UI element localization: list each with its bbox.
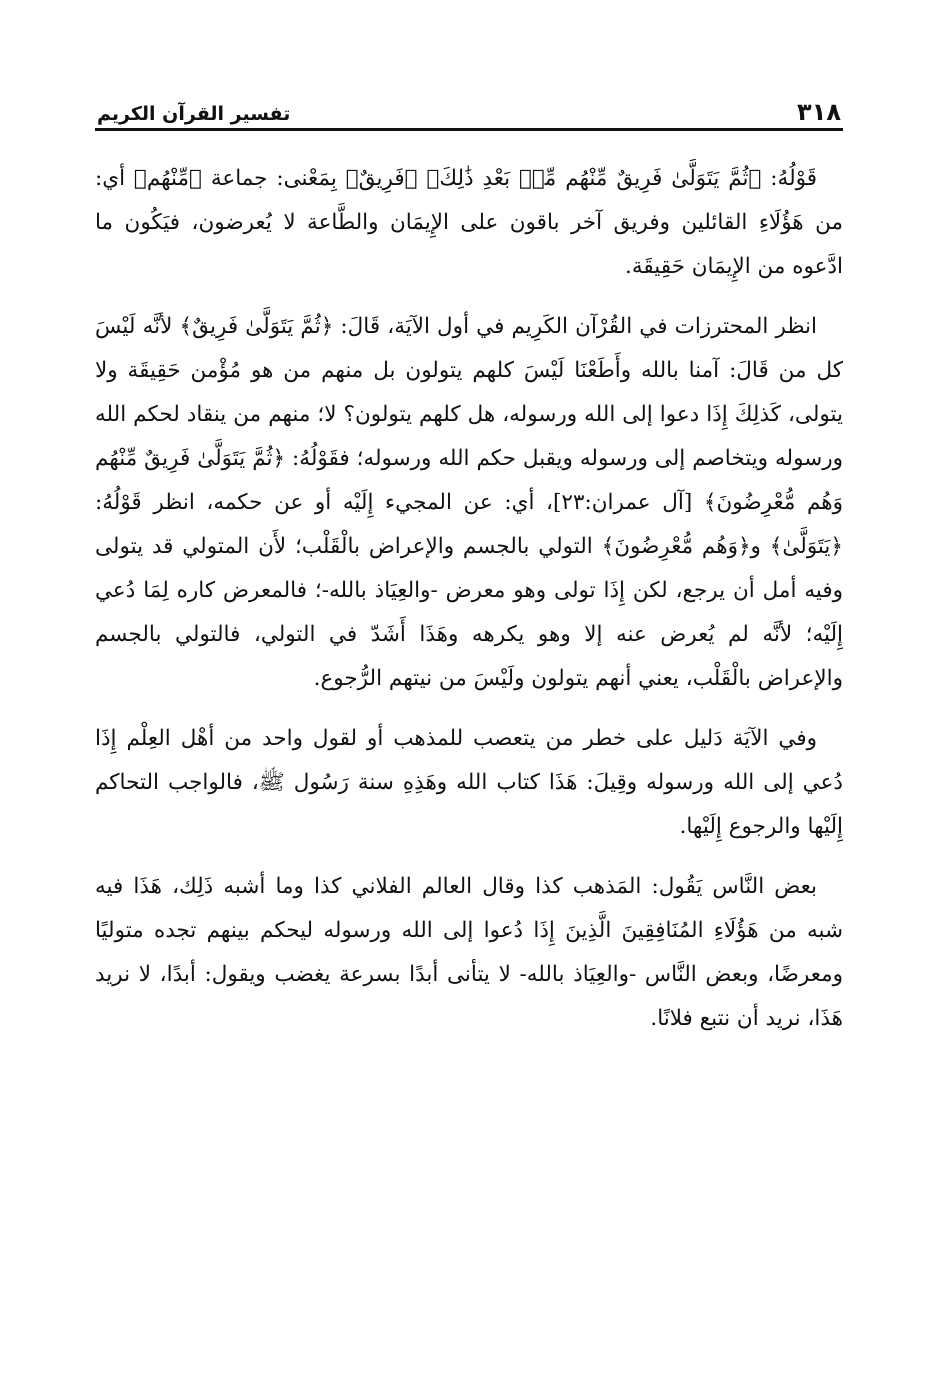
paragraph: بعض النَّاس يَقُول: المَذهب كذا وقال العالم الفلاني كذا وما أشبه ذَلِك، هَذَا فيه شبه من هَؤُلَاءِ المُنَافِقِينَ الَّذِينَ إِذَا دُعوا إلى الله ورسوله ليحكم بينهم تجده متوليًا ومعرضًا، وبعض النَّاس -والعِيَاذ بالله- لا يتأنى أبدًا بسرعة يغضب ويقول: أبدًا، لا نريد هَذَا، نريد أن نتبع فلانًا. — [95, 874, 843, 1031]
running-header — [95, 88, 843, 131]
paragraph: وفي الآيَة دَليل على خطر من يتعصب للمذهب أو لقول واحد من أهْل العِلْم إِذَا دُعي إلى الله ورسوله وقِيلَ: هَذَا كتاب الله وهَذِهِ سنة رَسُول ﷺ، فالواجب التحاكم إِلَيْها والرجوع إِلَيْها. — [95, 726, 843, 839]
book-page — [95, 88, 843, 1041]
page-number: ٣١٨ — [797, 98, 841, 126]
book-title: تفسير القرآن الكريم — [97, 103, 291, 125]
body-text — [95, 157, 843, 1041]
paragraph: انظر المحترزات في القُرْآن الكَرِيم في أول الآيَة، قَالَ: ﴿ثُمَّ يَتَوَلَّىٰ فَرِيقٌ﴾ لأنَّه لَيْسَ كل من قَالَ: آمنا بالله وأَطَعْنَا لَيْسَ كلهم يتولون بل منهم من هو مُؤْمن حَقِيقَة ولا يتولى، كَذلِكَ إِذَا دعوا إلى الله ورسوله، هل كلهم يتولون؟ لا؛ منهم من ينقاد لحكم الله ورسوله ويتخاصم إلى ورسوله ويقبل حكم الله ورسوله؛ فقَوْلُهُ: ﴿ثُمَّ يَتَوَلَّىٰ فَرِيقٌ مِّنْهُم وَهُم مُّعْرِضُونَ﴾ [آل عمران:٢٣]، أي: عن المجيء إِلَيْه أو عن حكمه، انظر قَوْلُهُ: ﴿يَتَوَلَّىٰ﴾ و﴿وَهُم مُّعْرِضُونَ﴾ التولي بالجسم والإعراض بالْقَلْب؛ لأَن المتولي قد يتولى وفيه أمل أن يرجع، لكن إِذَا تولى وهو معرض -والعِيَاذ بالله-؛ فالمعرض كاره لِمَا دُعي إِلَيْه؛ لأنَّه لم يُعرض عنه إلا وهو يكرهه وهَذَا أَشَدّ في التولي، فالتولي بالجسم والإعراض بالْقَلْب، يعني أنهم يتولون ولَيْسَ من نيتهم الرُّجوع. — [95, 314, 843, 691]
paragraph: قَوْلُهُ: ﴿ثُمَّ يَتَوَلَّىٰ فَرِيقٌ مِّنْهُم مِّنۢ بَعْدِ ذَٰلِكَ﴾ ﴿فَرِيقٌ﴾ بِمَعْنى: جماعة ﴿مِّنْهُم﴾ أي: من هَؤُلَاءِ القائلين وفريق آخر باقون على الإِيمَان والطَّاعة لا يُعرضون، فيَكُون ما ادَّعوه من الإِيمَان حَقِيقَة. — [95, 166, 843, 279]
